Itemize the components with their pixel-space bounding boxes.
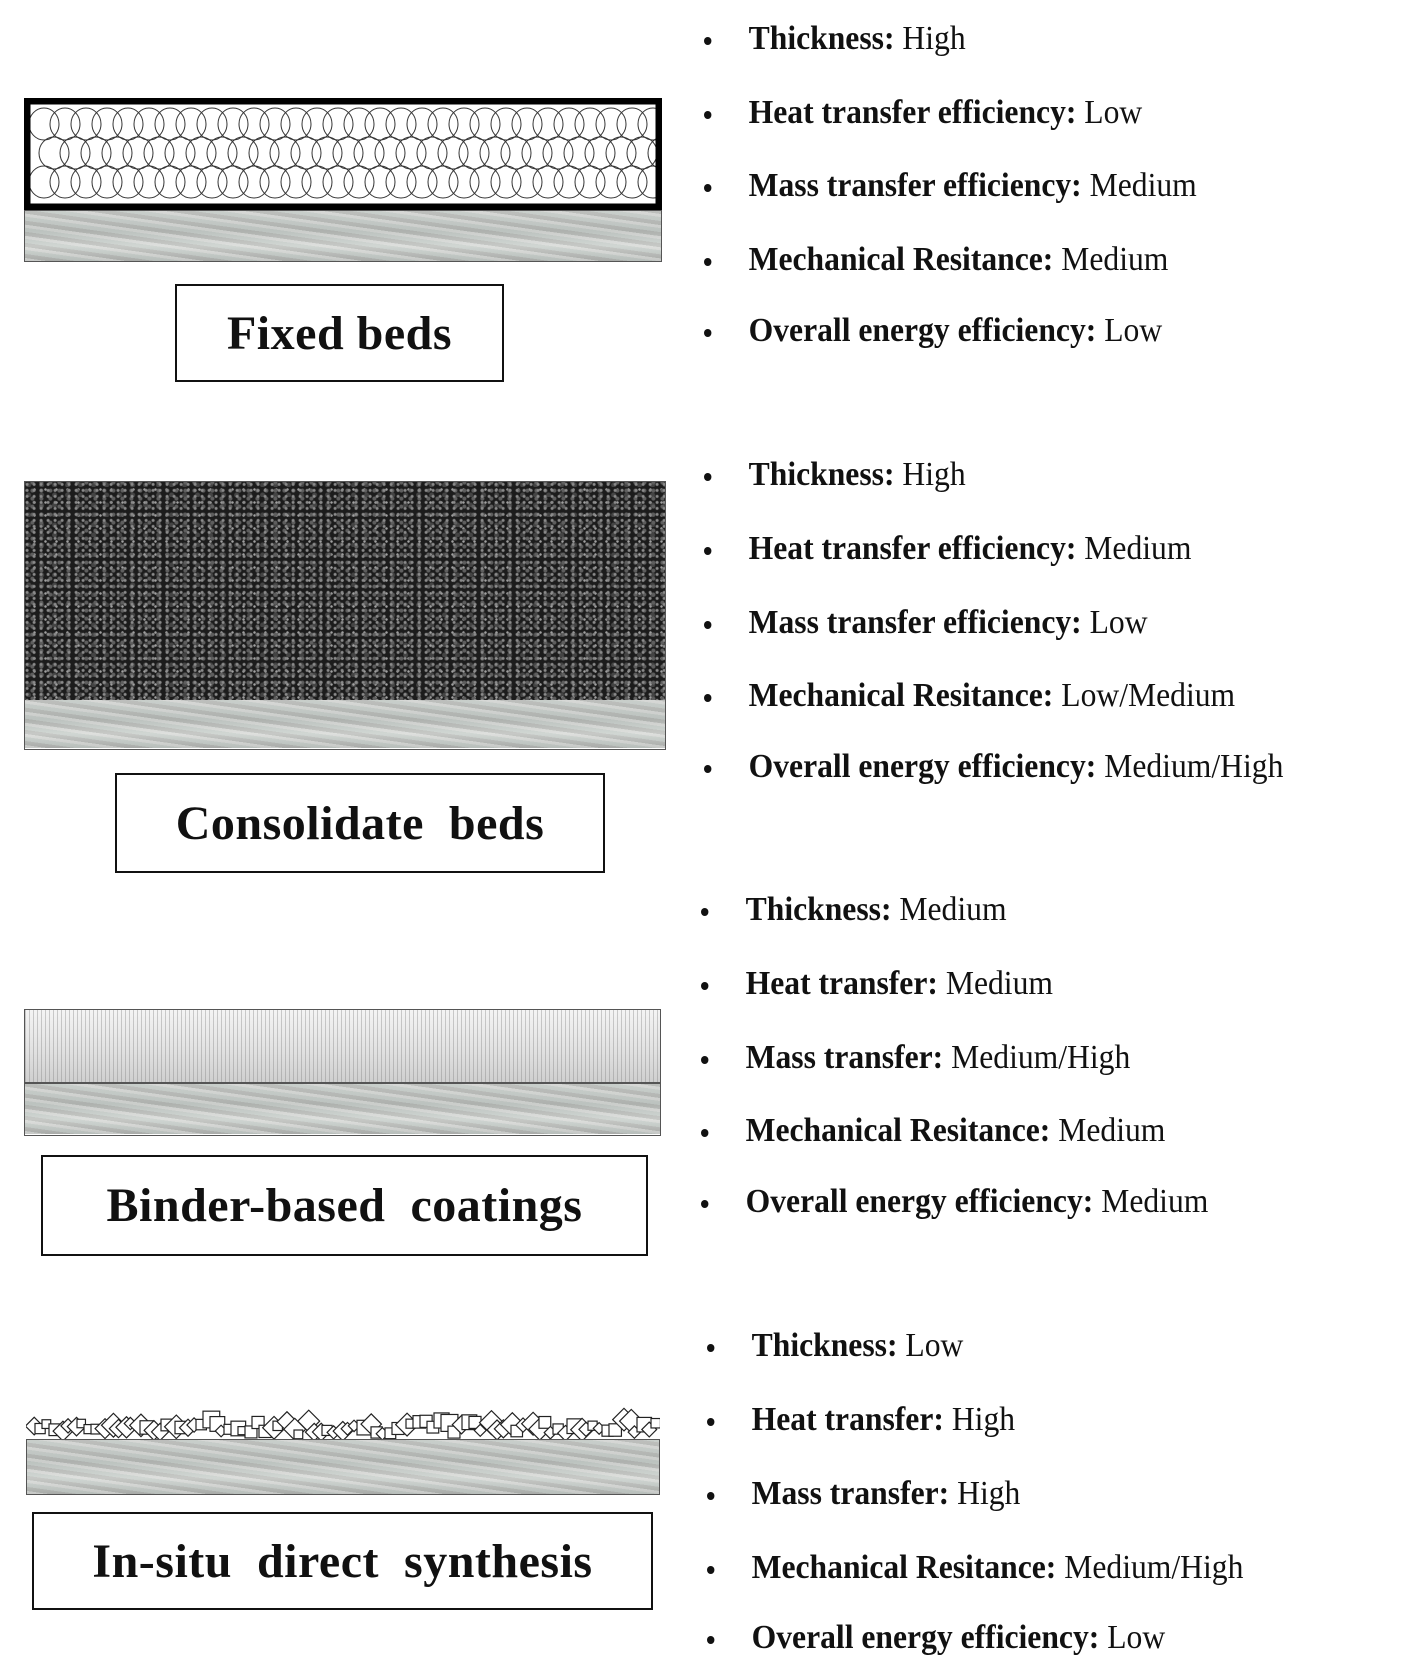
bullet-icon bbox=[707, 1636, 714, 1644]
property-value: High bbox=[902, 456, 966, 493]
bullet-icon bbox=[707, 1418, 714, 1426]
property-value: High bbox=[951, 1401, 1016, 1438]
property-value: Medium bbox=[1084, 530, 1192, 567]
crystal-layer bbox=[26, 1400, 660, 1440]
bullet-icon bbox=[701, 1200, 708, 1208]
property-key: Overall energy efficiency: bbox=[748, 748, 1097, 785]
property-key: Heat transfer: bbox=[745, 965, 938, 1002]
metal-substrate bbox=[25, 1084, 660, 1134]
property-item bbox=[707, 1401, 1015, 1439]
metal-substrate bbox=[25, 700, 665, 748]
property-item bbox=[701, 1183, 1208, 1221]
property-key: Mechanical Resitance: bbox=[748, 241, 1054, 278]
bullet-icon bbox=[704, 258, 711, 266]
property-item bbox=[701, 1112, 1165, 1150]
property-value: Medium bbox=[1058, 1112, 1166, 1149]
property-item bbox=[704, 94, 1142, 132]
crystal bbox=[539, 1417, 551, 1429]
bullet-icon bbox=[707, 1344, 714, 1352]
in-situ-synthesis-illustration bbox=[26, 1400, 660, 1495]
property-value: Medium/High bbox=[1104, 748, 1284, 785]
consolidate-beds-illustration bbox=[24, 481, 666, 750]
property-value: Medium bbox=[1101, 1183, 1209, 1220]
property-item bbox=[704, 456, 966, 494]
property-key: Mass transfer: bbox=[745, 1039, 944, 1076]
property-value: Medium bbox=[945, 965, 1053, 1002]
property-value: Medium bbox=[1061, 241, 1169, 278]
metal-substrate bbox=[24, 210, 662, 262]
property-value: Medium bbox=[899, 891, 1007, 928]
property-value: Low bbox=[1084, 94, 1143, 131]
bullet-icon bbox=[701, 982, 708, 990]
property-value: Low bbox=[905, 1327, 964, 1364]
property-key: Overall energy efficiency: bbox=[751, 1619, 1100, 1656]
property-value: High bbox=[957, 1475, 1021, 1512]
property-item bbox=[704, 20, 966, 58]
property-value: Low bbox=[1107, 1619, 1166, 1656]
binder-coatings-label-box bbox=[41, 1155, 648, 1256]
bullet-icon bbox=[707, 1492, 714, 1500]
property-key: Mechanical Resitance: bbox=[748, 677, 1054, 714]
property-key: Mass transfer efficiency: bbox=[748, 167, 1082, 204]
consolidate-beds-label-box bbox=[115, 773, 605, 873]
property-value: Low bbox=[1104, 312, 1163, 349]
property-value: Low bbox=[1089, 604, 1148, 641]
property-key: Mechanical Resitance: bbox=[745, 1112, 1051, 1149]
property-key: Thickness: bbox=[748, 20, 895, 57]
bullet-icon bbox=[701, 908, 708, 916]
bullet-icon bbox=[704, 473, 711, 481]
property-item bbox=[704, 677, 1235, 715]
property-key: Heat transfer efficiency: bbox=[748, 530, 1077, 567]
binder-coating-layer bbox=[25, 1010, 660, 1084]
property-item bbox=[701, 891, 1007, 929]
property-value: Medium/High bbox=[1064, 1549, 1244, 1586]
property-item bbox=[704, 312, 1162, 350]
property-item bbox=[704, 530, 1191, 568]
bullet-icon bbox=[707, 1566, 714, 1574]
property-item bbox=[701, 1039, 1130, 1077]
bullet-icon bbox=[704, 111, 711, 119]
property-item bbox=[704, 167, 1197, 205]
bullet-icon bbox=[704, 621, 711, 629]
fixed-beds-illustration bbox=[24, 98, 662, 262]
property-key: Overall energy efficiency: bbox=[748, 312, 1097, 349]
property-key: Heat transfer efficiency: bbox=[748, 94, 1077, 131]
bullet-icon bbox=[704, 547, 711, 555]
fixed-beds-label-box bbox=[175, 284, 504, 382]
bullet-icon bbox=[704, 37, 711, 45]
binder-coatings-label: Binder-based coatings bbox=[106, 1179, 583, 1232]
property-key: Overall energy efficiency: bbox=[745, 1183, 1094, 1220]
property-value: High bbox=[902, 20, 966, 57]
property-value: Low/Medium bbox=[1061, 677, 1236, 714]
property-item bbox=[704, 604, 1148, 642]
property-item bbox=[704, 748, 1283, 786]
property-key: Mass transfer: bbox=[751, 1475, 950, 1512]
property-item bbox=[707, 1327, 963, 1365]
property-key: Mechanical Resitance: bbox=[751, 1549, 1057, 1586]
property-item bbox=[707, 1475, 1020, 1513]
property-item bbox=[701, 965, 1053, 1003]
property-item bbox=[707, 1619, 1165, 1657]
bullet-icon bbox=[704, 765, 711, 773]
bullet-icon bbox=[704, 329, 711, 337]
property-key: Heat transfer: bbox=[751, 1401, 944, 1438]
property-item bbox=[704, 241, 1168, 279]
crystal bbox=[294, 1430, 303, 1439]
property-key: Thickness: bbox=[745, 891, 892, 928]
consolidate-beds-label: Consolidate beds bbox=[175, 796, 545, 850]
property-value: Medium bbox=[1089, 167, 1197, 204]
property-key: Mass transfer efficiency: bbox=[748, 604, 1082, 641]
metal-substrate bbox=[26, 1439, 660, 1495]
bullet-icon bbox=[701, 1129, 708, 1137]
binder-coatings-illustration bbox=[24, 1009, 661, 1136]
in-situ-synthesis-label-box bbox=[32, 1512, 653, 1610]
packed-spheres-layer bbox=[24, 98, 662, 210]
bullet-icon bbox=[704, 694, 711, 702]
property-key: Thickness: bbox=[751, 1327, 898, 1364]
property-key: Thickness: bbox=[748, 456, 895, 493]
fixed-beds-label: Fixed beds bbox=[226, 306, 453, 360]
property-value: Medium/High bbox=[951, 1039, 1131, 1076]
consolidated-adsorbent-layer bbox=[25, 482, 665, 700]
crystal bbox=[651, 1419, 660, 1428]
property-item bbox=[707, 1549, 1243, 1587]
bullet-icon bbox=[701, 1056, 708, 1064]
in-situ-synthesis-label: In-situ direct synthesis bbox=[92, 1534, 593, 1588]
bullet-icon bbox=[704, 184, 711, 192]
